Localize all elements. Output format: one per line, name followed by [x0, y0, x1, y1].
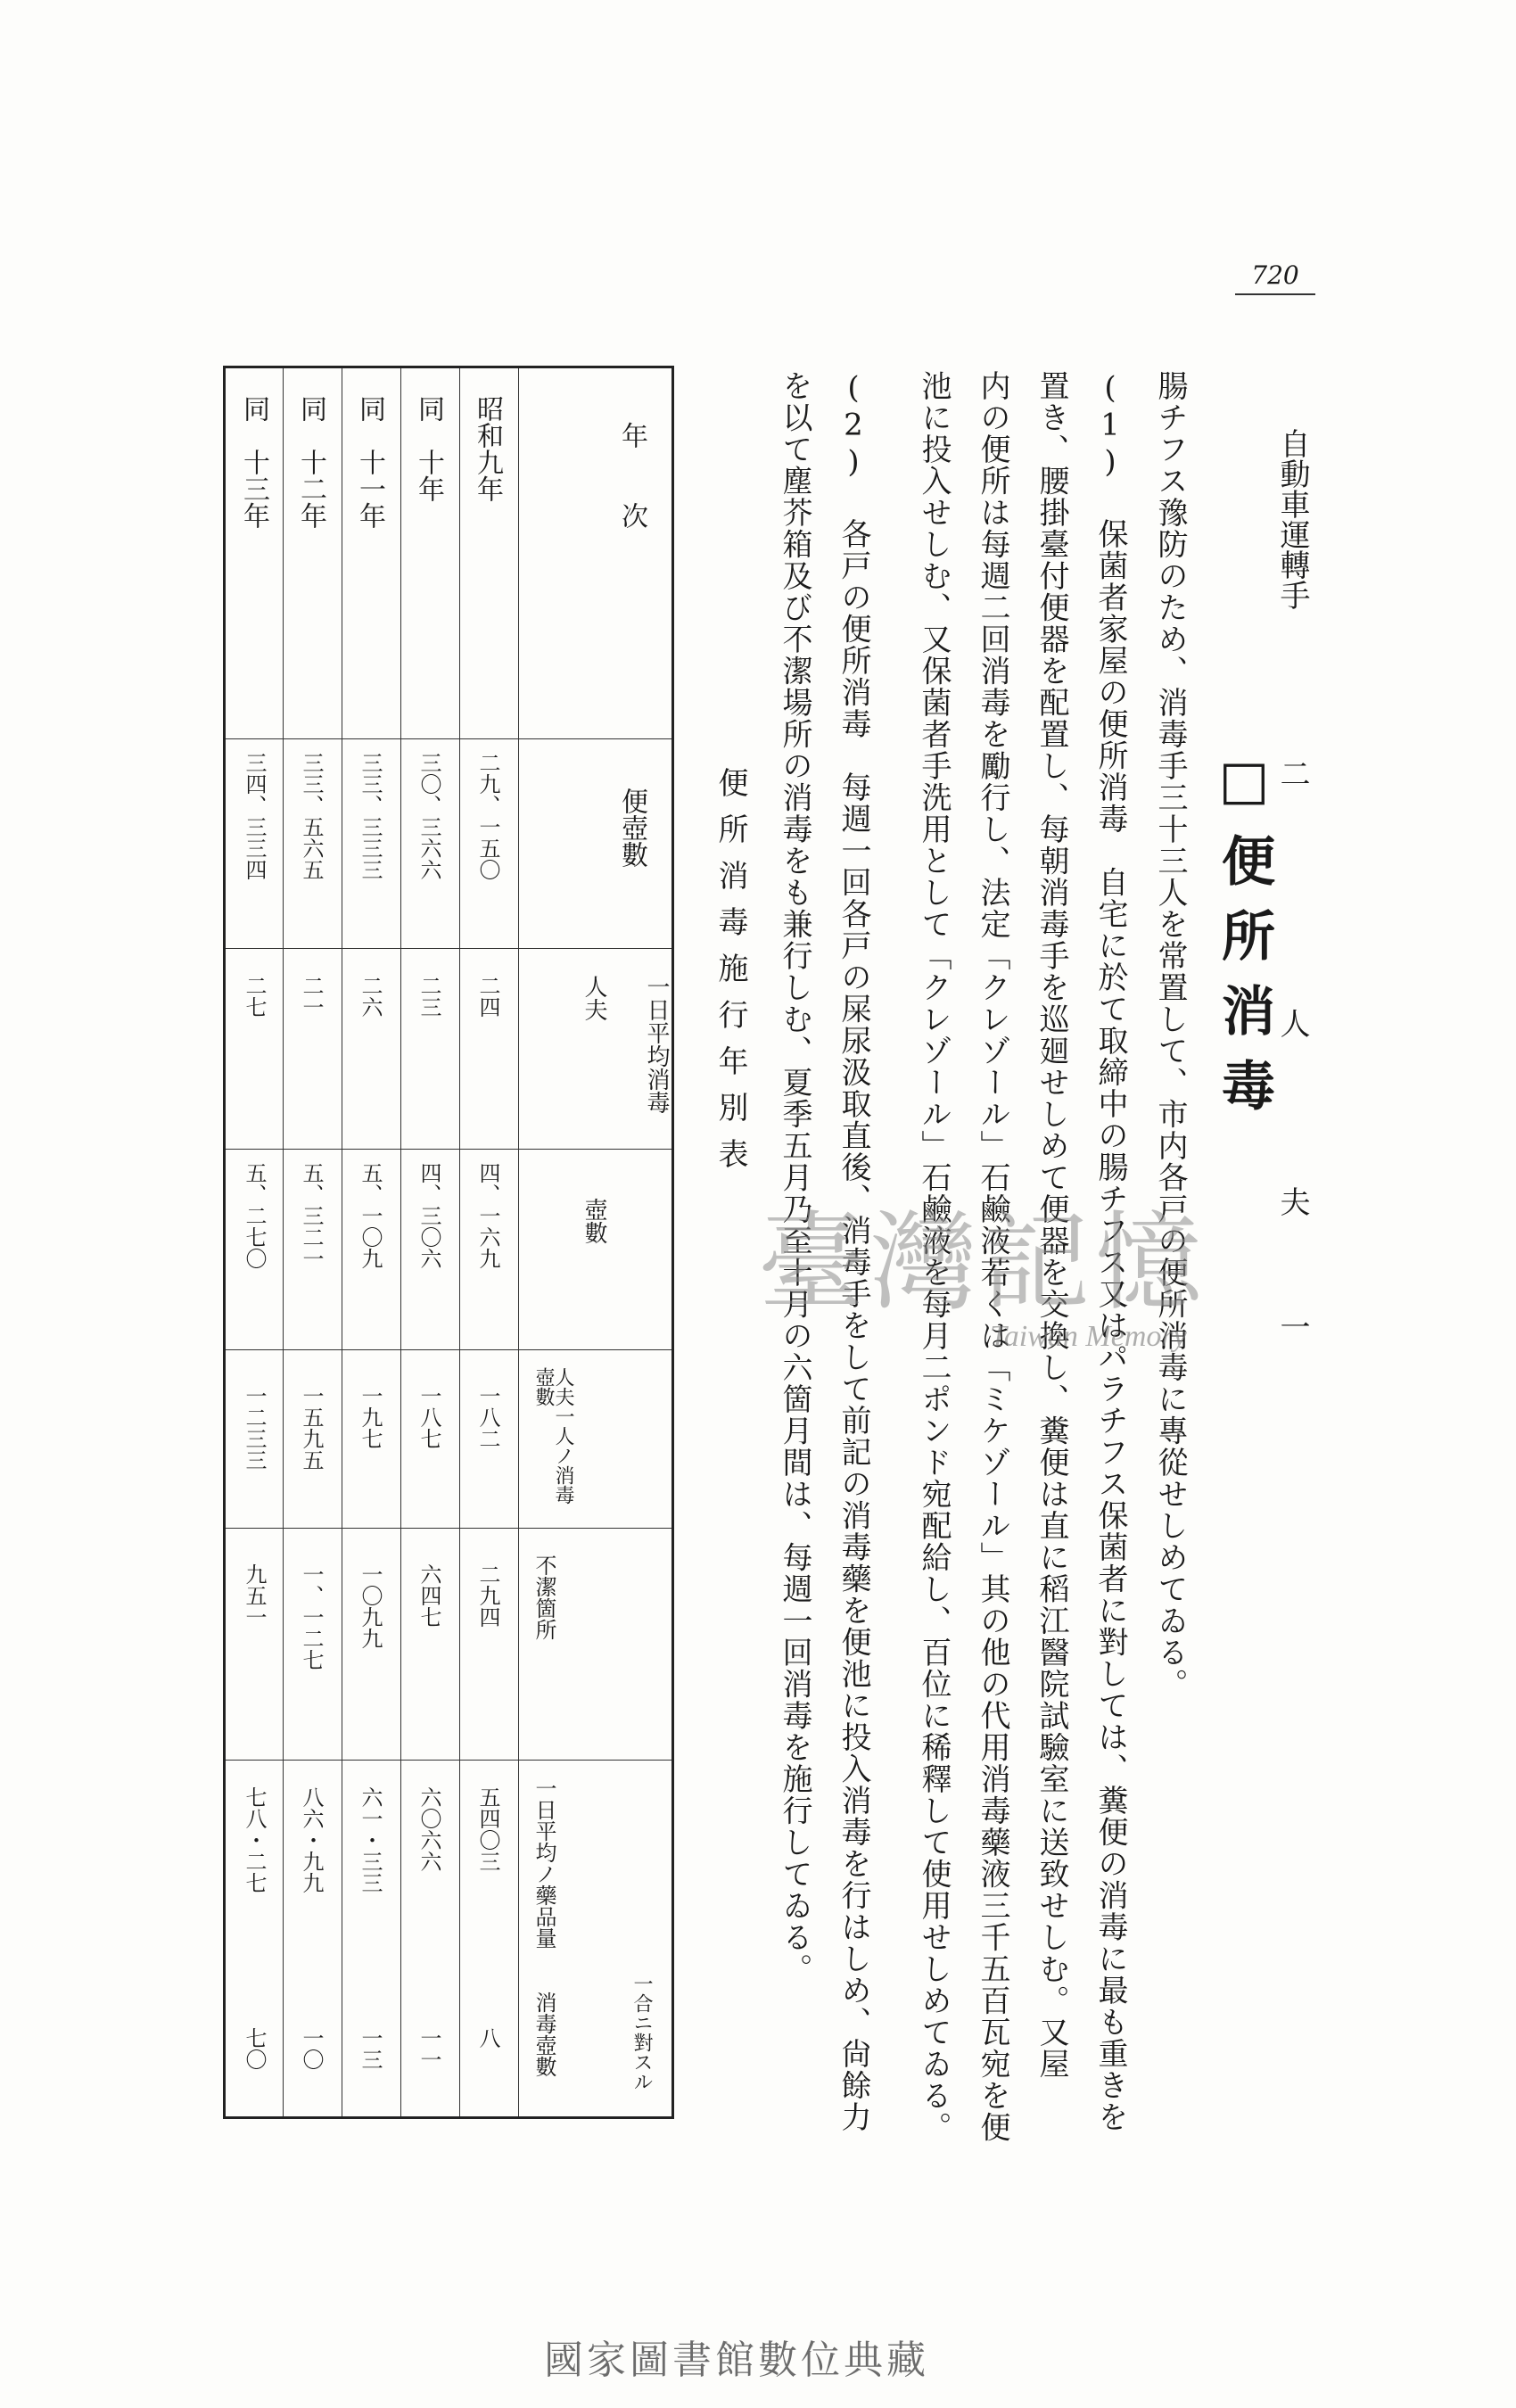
header-per-person: 人夫一人ノ消毒壺數 — [532, 1367, 574, 1505]
row-toilets-daily: 四、一六九 — [475, 1162, 500, 1269]
body-p2-line: (2) 各戸の便所消毒 每週一回各戸の屎尿汲取直後、消毒手をして前記の消毒藥を便池に投入消毒を行はしめ、尙餘力 — [836, 370, 871, 2133]
footer-credit: 國家圖書館數位典藏 — [544, 2338, 929, 2383]
row-unclean: 一、一二七 — [299, 1563, 324, 1670]
row-toilets: 三三、五六五 — [299, 752, 324, 880]
row-year: 同 十三年 — [238, 395, 269, 529]
header-toilets-daily: 壺數 — [581, 1198, 607, 1244]
running-header-part-a: 二 — [1274, 758, 1310, 788]
row-toilets: 三四、三三四 — [242, 752, 267, 880]
row-toilets: 三三、三三三 — [358, 752, 383, 880]
body-intro: 腸チフス豫防のため、消毒手三十三人を常置して、市内各戸の便所消毒に專從せしめてゐる。 — [1152, 370, 1188, 1700]
row-persons: 二六 — [358, 975, 383, 1018]
row-persons: 二一 — [299, 975, 324, 1018]
running-header-chapter: 自動車運轉手 — [1274, 428, 1310, 610]
row-persons: 二四 — [475, 975, 500, 1018]
row-per-person: 一二三三 — [242, 1385, 267, 1471]
row-toilets: 二九、一五〇 — [475, 752, 500, 880]
row-persons: 二七 — [242, 975, 267, 1018]
row-year: 同 十一年 — [354, 395, 385, 529]
body-p1-line: 池に投入せしむ、又保菌者手洗用として「クレゾール」石鹼液を每月二ポンド宛配給し、百位に稀釋して使用せしめてゐる。 — [916, 370, 952, 2143]
row-per-person: 一九七 — [358, 1385, 383, 1449]
row-toilets: 三〇、三六六 — [416, 752, 441, 880]
row-chem: 八六・九九 — [299, 1786, 324, 1893]
row-per-person: 一五九五 — [299, 1385, 324, 1471]
header-per-go-group: 一合ニ對スル — [630, 1974, 653, 2091]
header-year: 年 次 — [616, 422, 647, 529]
row-toilets-daily: 四、三〇六 — [416, 1162, 441, 1269]
row-chem: 六一・三三 — [358, 1786, 383, 1893]
header-chem-group: 一日平均ノ藥品量 — [531, 1777, 556, 1949]
row-unclean: 六四七 — [416, 1563, 441, 1628]
row-unclean: 二九四 — [475, 1563, 500, 1628]
row-chem: 五四〇三 — [475, 1786, 500, 1872]
running-header-part-d: 一 — [1274, 1311, 1310, 1341]
running-header-part-c: 夫 — [1274, 1186, 1310, 1216]
running-header-part-b: 人 — [1274, 1008, 1310, 1038]
row-per-go: 七〇 — [242, 2027, 267, 2070]
row-per-go: 一〇 — [299, 2027, 324, 2070]
header-per-go: 消毒壺數 — [531, 1992, 556, 2077]
row-toilets-daily: 五、二七〇 — [242, 1162, 267, 1269]
header-daily-group: 一日平均消毒 — [643, 975, 670, 1114]
row-chem: 七八・二七 — [242, 1786, 267, 1893]
row-per-person: 一八二 — [475, 1385, 500, 1449]
body-p1-line: 置き、腰掛臺付便器を配置し、每朝消毒手を巡廻せしめて便器を交換し、糞便は直に稻江醫院試驗室に送致せしむ。又屋 — [1034, 370, 1069, 2080]
row-year: 同 十二年 — [295, 395, 326, 529]
section-title: □便所消毒 — [1213, 749, 1275, 1133]
body-p1-line: 内の便所は每週二回消毒を勵行し、法定「クレゾール」石鹼液若くは「ミケゾール」其の他の代用消毒藥液三千五百瓦宛を便 — [975, 370, 1010, 2143]
row-year: 同 十年 — [413, 395, 444, 502]
body-p2-line: を以て塵芥箱及び不潔場所の消毒をも兼行しむ、夏季五月乃至十月の六箇月間は、每週一回消毒を施行してゐる。 — [777, 370, 812, 1985]
page-number: 720 — [1235, 260, 1315, 295]
header-toilets: 便壺數 — [616, 788, 647, 868]
watermark-subtitle: Taiwan Memory — [990, 1320, 1187, 1353]
table-title: 便所消毒施行年別表 — [713, 767, 748, 1184]
watermark-logo: 臺灣記憶 — [758, 1201, 1207, 1325]
row-per-go: 一一 — [416, 2027, 441, 2070]
header-persons: 人夫 — [581, 975, 607, 1021]
row-toilets-daily: 五、三二一 — [299, 1162, 324, 1269]
row-unclean: 一〇九九 — [358, 1563, 383, 1649]
disinfection-table — [223, 366, 674, 2119]
row-year: 昭和九年 — [472, 395, 503, 502]
row-per-go: 八 — [475, 2027, 500, 2049]
row-unclean: 九五一 — [242, 1563, 267, 1628]
header-unclean: 不潔箇所 — [531, 1554, 556, 1640]
body-p1-line: (1) 保菌者家屋の便所消毒 自宅に於て取締中の腸チフス又はパラチフス保菌者に對しては、糞便の消毒に最も重きを — [1092, 370, 1128, 2133]
row-chem: 六〇六六 — [416, 1786, 441, 1872]
row-per-person: 一八七 — [416, 1385, 441, 1449]
row-persons: 二三 — [416, 975, 441, 1018]
row-toilets-daily: 五、一〇九 — [358, 1162, 383, 1269]
row-per-go: 一三 — [358, 2027, 383, 2070]
